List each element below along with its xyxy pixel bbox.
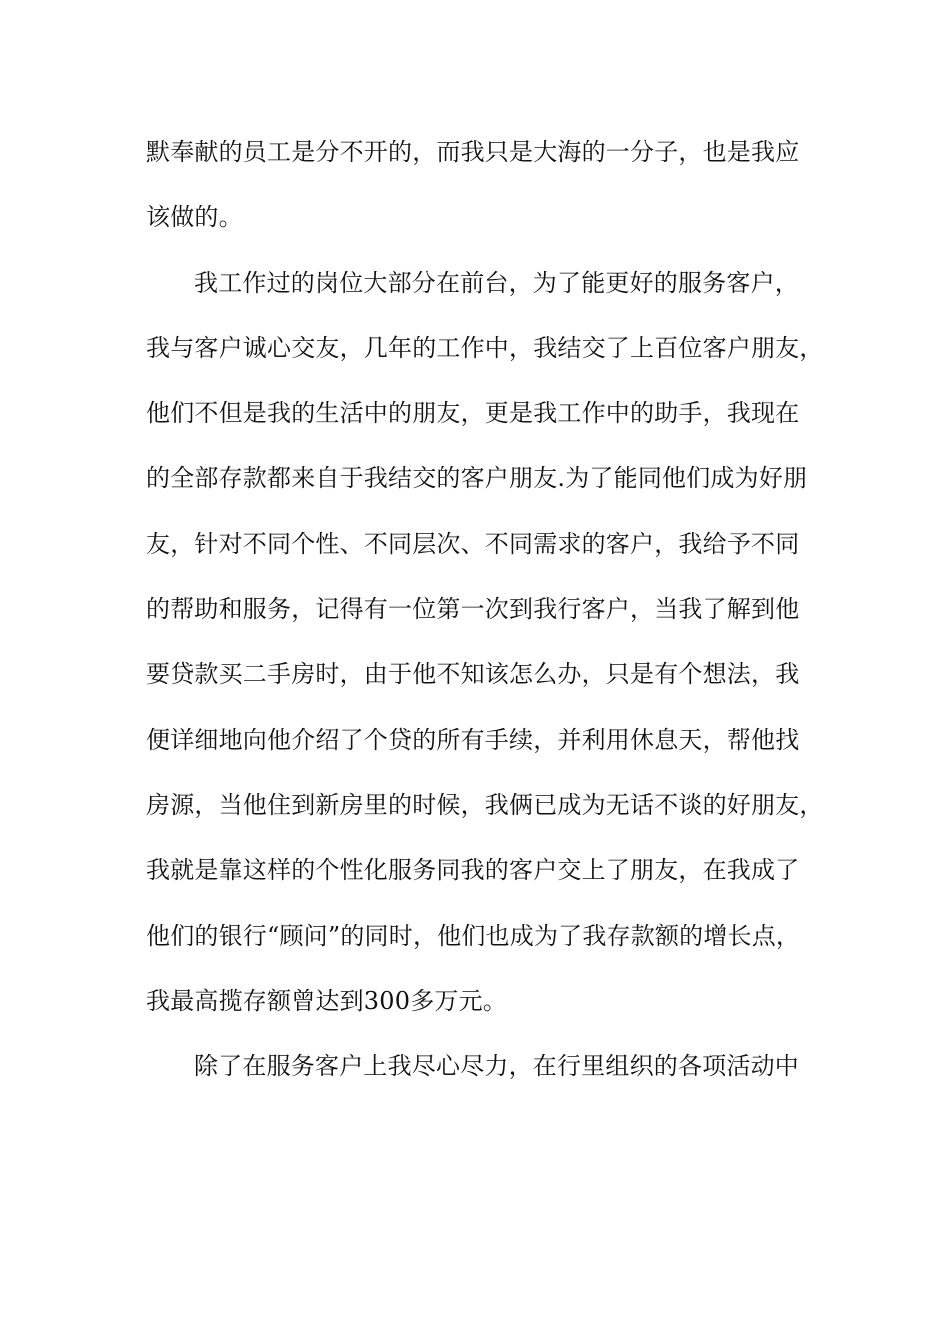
text-line: 房源，当他住到新房里的时候，我俩已成为无话不谈的好朋友，	[146, 790, 824, 819]
text-line: 的帮助和服务，记得有一位第一次到我行客户，当我了解到他	[146, 595, 800, 624]
document-body	[146, 128, 836, 1107]
text-line: 要贷款买二手房时，由于他不知该怎么办，只是有个想法，我	[146, 660, 800, 689]
text-line: 我最高揽存额曾达到300多万元。	[146, 986, 508, 1015]
text-line: 我与客户诚心交友，几年的工作中，我结交了上百位客户朋友，	[146, 333, 824, 362]
text-line: 友，针对不同个性、不同层次、不同需求的客户，我给予不同	[146, 529, 800, 558]
text-line: 他们不但是我的生活中的朋友，更是我工作中的助手，我现在	[146, 399, 800, 428]
text-line: 默奉献的员工是分不开的，而我只是大海的一分子，也是我应	[146, 138, 800, 166]
text-line: 该做的。	[146, 203, 243, 232]
text-line: 便详细地向他介绍了个贷的所有手续，并利用休息天，帮他找	[146, 725, 800, 754]
paragraph-start-line: 我工作过的岗位大部分在前台，为了能更好的服务客户，	[194, 268, 799, 297]
text-line: 我就是靠这样的个性化服务同我的客户交上了朋友，在我成了	[146, 856, 800, 885]
text-line: 他们的银行“顾问”的同时，他们也成为了我存款额的增长点，	[146, 921, 801, 950]
text-line: 的全部存款都来自于我结交的客户朋友.为了能同他们成为好朋	[146, 464, 808, 493]
paragraph-start-line: 除了在服务客户上我尽心尽力，在行里组织的各项活动中	[194, 1052, 799, 1081]
